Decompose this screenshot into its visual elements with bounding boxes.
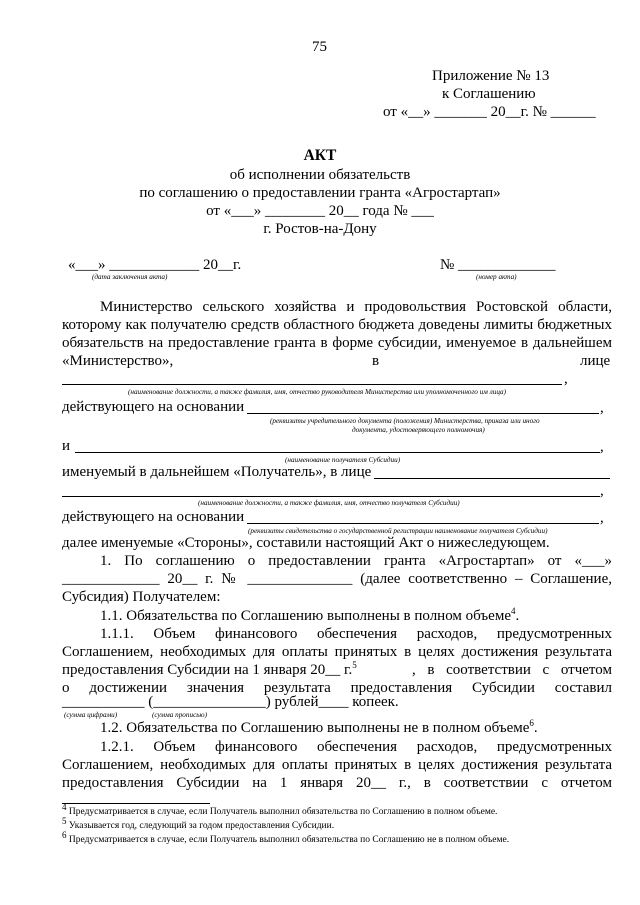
intro-line-3: обязательств на предоставление гранта в форме субсидии, именуемое в дальнейшем (62, 335, 612, 351)
title-line-2: по соглашению о предоставлении гранта «Агростартап» (139, 185, 501, 201)
city: г. Ростов-на-Дону (263, 221, 377, 237)
recipient-person-blank (374, 478, 610, 479)
clause-1-2-text: 1.2. Обязательства по Соглашению выполнены не в полном объеме (100, 720, 530, 736)
recipient-basis-caption: (реквизиты свидетельства о государственной регистрации наименование получателя Субсидии) (248, 527, 548, 535)
footnote-5-text: Указывается год, следующий за годом предоставления Субсидии. (68, 821, 335, 832)
comma: , (600, 400, 604, 416)
intro-person-word: лице (580, 353, 611, 369)
footnote-ref-4: 4 (510, 606, 516, 616)
act-number-caption: (номер акта) (476, 273, 517, 281)
act-number: № _____________ (440, 257, 556, 273)
footnote-4-text: Предусматривается в случае, если Получатель выполнил обязательства по Соглашению в полном объеме. (68, 807, 498, 818)
recipient-official-blank (62, 496, 600, 497)
footnote-4-num: 4 (62, 802, 67, 812)
footnote-4 (62, 802, 498, 818)
doc-title: АКТ (303, 147, 337, 164)
comma: , (600, 510, 604, 526)
section1-line-2: _____________ 20__ г. № ______________ (далее соответственно – Соглашение, (62, 571, 612, 587)
clause-1-1-1-line-1: 1.1.1. Объем финансового обеспечения расходов, предусмотренных (100, 626, 612, 642)
ministry-basis-caption-1: (реквизиты учредительного документа (положения) Министерства, приказа или иного (270, 417, 540, 425)
amount-words-caption: (сумма прописью) (152, 711, 208, 719)
clause-1-1-1-line-3a (62, 661, 357, 679)
ministry-basis-caption-2: документа, удостоверяющего полномочия) (352, 426, 485, 434)
footnote-ref-5: 5 (352, 660, 357, 670)
clause-1-1: 1.1. Обязательства по Соглашению выполнены в полном объеме$^4$. (100, 606, 520, 624)
section1-line-1: 1. По соглашению о предоставлении гранта «Агростартап» от «___» (100, 553, 612, 569)
comma: , (564, 371, 568, 387)
appendix-label: Приложение № 13 (432, 68, 550, 84)
clause-1-1-text: 1.1. Обязательства по Соглашению выполнены в полном объеме (100, 608, 511, 624)
clause-1-2-1-line-1: 1.2.1. Объем финансового обеспечения расходов, предусмотренных (100, 739, 612, 755)
clause-1-1-1-line-3-text: предоставления Субсидии на 1 января 20__ г. (62, 662, 353, 678)
clause-1-1-1-line-3b: , в соответствии с отчетом (412, 662, 612, 678)
recipient-name-blank (75, 452, 600, 453)
footnote-5-num: 5 (62, 816, 67, 826)
parties-line: далее именуемые «Стороны», составили настоящий Акт о нижеследующем. (62, 535, 550, 551)
footnote-6-num: 6 (62, 830, 67, 840)
footnote-separator (62, 803, 210, 804)
comma: , (600, 439, 604, 455)
recipient-named-label: именуемый в дальнейшем «Получатель», в лице (62, 464, 372, 480)
comma: , (600, 483, 604, 499)
and-label: и (62, 438, 71, 454)
clause-1-1-1-line-4: о достижении значения результата предоставления Субсидии составил (62, 680, 612, 696)
act-date-caption: (дата заключения акта) (92, 273, 168, 281)
intro-line-1: Министерство сельского хозяйства и продовольствия Ростовской области, (100, 299, 612, 315)
agreement-label: к Соглашению (442, 86, 536, 102)
intro-line-2: которому как получателю средств областного бюджета доведены лимиты бюджетных (62, 317, 612, 333)
clause-1-2: 1.2. Обязательства по Соглашению выполнены не в полном объеме$^6$. (100, 718, 538, 736)
title-line-1: об исполнении обязательств (229, 167, 411, 183)
recipient-name-caption: (наименование получателя Субсидии) (285, 456, 401, 464)
recipient-official-caption: (наименование должности, а также фамилия, имя, отчество получателя Субсидии) (198, 499, 460, 507)
title-line-3: от «___» ________ 20__ года № ___ (206, 203, 434, 219)
amount-digits-caption: (сумма цифрами) (64, 711, 118, 719)
acting-basis-label: действующего на основании (62, 399, 245, 415)
page-number: 75 (312, 39, 327, 55)
clause-1-2-1-line-2: Соглашением, необходимых для оплаты принятых в целях достижения результата (62, 757, 612, 773)
recipient-basis-blank (247, 523, 599, 524)
clause-1-1-1-amount: ___________ (_______________) рублей____ копеек. (62, 694, 399, 710)
footnote-6-text: Предусматривается в случае, если Получатель выполнил обязательства по Соглашению не в полном объеме. (68, 835, 510, 846)
footnote-ref-6: 6 (529, 718, 534, 728)
clause-1-1-1-line-2: Соглашением, необходимых для оплаты принятых в целях достижения результата (62, 644, 612, 660)
section1-line-3: Субсидия) Получателем: (62, 589, 221, 605)
intro-ministry-word: «Министерство», (62, 353, 174, 369)
header-date-line: от «__» _______ 20__г. № ______ (383, 104, 596, 120)
acting-basis-label-2: действующего на основании (62, 509, 245, 525)
footnote-5 (62, 816, 335, 832)
clause-1-2-1-line-3: предоставления Субсидии на 1 января 20__ г., в соответствии с отчетом (62, 775, 612, 791)
intro-in-word: в (372, 353, 380, 369)
head-official-blank (62, 384, 562, 385)
act-date: «___» ____________ 20__г. (68, 257, 242, 273)
footnote-6 (62, 830, 510, 846)
ministry-basis-blank (247, 413, 599, 414)
head-official-caption: (наименование должности, а также фамилия, имя, отчество руководителя Министерства или уполномоченного им лица) (128, 388, 507, 396)
